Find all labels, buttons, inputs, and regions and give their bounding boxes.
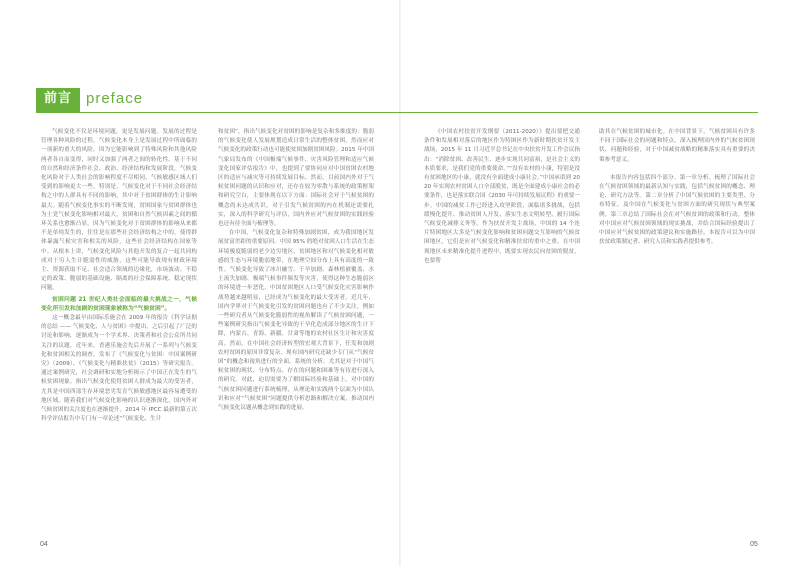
page-number-left: 04	[40, 541, 48, 548]
page-gutter	[399, 0, 401, 566]
paragraph: 这一概念最早由国际乐施会在 2009 年的报告《科学证据的总结 —— 气候变化、人与贫困》中提出。之后引起了广泛的讨论和影响，逐渐成为一个学术界、决策者和社会公众所共同关注的议题。近年来，香港乐施会先后开展了一系列与气候变化和贫困相关的调查，发布了《气候变化与贫困：中国案例研究》（2009）、《气候变化与精准扶贫》（2015）等研究报告。通过案例研究，社会调研和实地分析揭示了中国正在发生的气候贫困现象。指出气候变化使得贫困人群成为最大的受害者，尤其是中国西部生存环境恶劣发育气候敏感地区最容易遭受的地区域。随着我们对气候变化影响的认识逐渐深化，国内外对气候贫困的关注度也在逐渐提升。2014 年 IPCC 最新的第五次科学评估报告中专门有一章论述“气候变化、生计	[41, 315, 197, 423]
paragraph: 气候变化不仅是环境问题，更是发展问题。发展的过程是管理各种风险的过程，气候变化本身上是发展过程中所面临的一项新的重大的风险，因为它能影响到了特殊风险和其他风险两者各自而变得，同时又加强了两者之间的转化性。基于不同的自然和经济条件社会、政治、经济结构和发展阶段，气候变化风险对于人类社会的影响程度不尽相同。气候敏感区域人们受到的影响更大一些。特别是，气候变化对于不同社会经济结构之中的人群具有不同的影响，其中对于贫困群体的生计影响最大。随着气候变化事实的不断发现，贫困国家与贫困群体也为士党气候变化影响相对最大，贫困和自然气候因素之间的循环关系也愈渐凸显。因为气候变化对于贫困群体的影响从来都不是单纯发生的，往往是在那些社会经济结构之中的，使得群体暴露气候灾害和相关的风险，这些社会经济结构在国家等中。从根本上讲，气候变化风险与其他开发的复合一起共同构成对于穷人生计脆弱性的威胁，这些可能导致现有财政环境主、资源获取不足、社会适合领域的边缘化，市场波动、不稳定的政策、脆弱的基础设施、隔离的社会保障系统、稳定现状问题。	[41, 129, 197, 292]
english-title: preface	[86, 90, 144, 107]
text-column-4	[599, 128, 755, 324]
paragraph: 在中国，气候变化复杂和特殊加剧贫困，成为我国地区发展贫富差距的重要原因。中国 95% 的绝对贫困人口生活在生态环境极度脆弱的老少边穷地区，贫困地区和对气候变化相对敏感的生态与环境脆弱地带，在地理空间分布上具有高度的一致性。气候变化导致了冰川融雪、干旱加剧、森林植被覆盖、水土流失加剧、极端气候事件频发等灾害，使得这种生态脆弱区的环境进一步恶化。中国贫困地区人口受气候变化灾害影响作战势越来越明显，已经成为气候变化的最大受害者。近几年，国内学界对于气候变化引发的贫困问题也有了不少关注，例如一些研究者从气候变化脆弱性的视角解读了气候贫困问题，一些案例研究指出气候变化导致的干旱化造成部分地区的生计下降，内蒙古、青海、新疆、甘肃等地的农村社区生计和灾害度高。然而，在中国社会经济转型的宏观大背景下，任发和加剧农村贫困的原因非常复杂，现有国内研究还缺少专门从“气候贫困”的概念和视角进行的全面、系统的分析。尤其是对于中国气候贫困的现状、分布特点、存在的问题和困难等有待进行深入的研究。对此，迫切需要为了解国际经验和基础上，对中国的气候贫困问题进行系统梳理，从理论和实践两个层面为中国认识和应对“气候贫困”问题提供分析思路和解决方案，推动国内气候变化议题从概念到实践的进展。	[218, 230, 374, 412]
text-column-3	[424, 128, 580, 528]
paragraph: 和贫困”，指出气候变化对贫困的影响是复杂和多维度的：脆弱的气候变化使人发展规划造成日常生活的整体贫困，然而应对气候变化的政策行动也可能使贫困加剧贫困风险。2015 年中国气象局发布的《中国极端气候事件、灾害风险管理和适应气候变化国家评估报告》中，也提到了要协同应对中国贫困农村地区的适应与减灾等可持续发展目标。然而，目前国内外对于气候贫困问题的认识和应对，还存在较为零散与系统的政策框架和研究空白，主要体现在以下方面：国际社会对于气候贫困的概念尚未达成共识，对于引发气候贫困的内在机制还需要扎实，深入的科学研究与评估，国内外应对气候贫困的实践经验也还有待全面与梳理等。	[218, 129, 374, 228]
paragraph: 助其在气候贫困的城市化。在中国背景下，气候贫困具有许多不同于国际社会的问题和特点，深入梳理国内外的气候贫困现状、问题和经验，对于中国减贫战略的精准落实具有重要的决策参考意义。	[599, 129, 755, 163]
page-number-right: 05	[750, 541, 758, 548]
chinese-title: 前言	[36, 88, 80, 110]
text-column-1	[41, 128, 197, 528]
text-column-2	[218, 128, 374, 528]
highlight-paragraph: 贫困问题 21 世纪人类社会面临的最大挑战之一，气候变化所引发和加剧的贫困现象被称为“气候贫困”。	[41, 296, 197, 312]
header-rule	[36, 112, 758, 113]
paragraph: 本报告内容包括四个部分。第一章分析、梳理了国际社会在气候贫困领域的最新认知与实践，包括气候贫困的概念、理论、研究方法等。第二章分析了中国气候贫困的主要类型、分布特征，及中国在气候变化与贫困方面的研究现状与典型案例。第三章总结了国际社会在对气候贫困的政策和行动，整体对中国应对气候贫困领域的现实挑战，并结合国际经验提出了中国应对气候贫困的政策建议和实施路径。本报告可以为中国扶贫政策制定者、研究人员和实践者提供参考。	[599, 174, 755, 246]
paragraph: 《中国农村扶贫开发纲要（2011-2020）》提出要把交通条件和发展相对落后的地区作为特困区作为新时期扶贫开发主战场，2015 年 11 月习近平总书记在中央扶贫开发工作会议指出：“消除贫困、改善民生、逐步实现共同富裕，是社会主义的本质要求，是我们党的重要使命。”“没有农村的小康，特别是没有贫困地区的小康，就没有全面建成小康社会。”中国承诺到 2020 年实现农村贫困人口全部脱贫，既是全面建成小康社会的必要条件，也是落实联合国《2030 年可持续发展议程》的重要一步。中国的减贫工作已经进入攻坚阶段，面临诸多挑战，包括缓慢化提升、推动贫困人开发、落实生态文明转型、履行国际气候变化减排义务等。作为扶贫开发主战场，中国的 14 个连片特困地区大多是气候变化影响和贫困问题交互影响的气候贫困地区，它们是应对气候变化和精准扶贫的重中之重。在中国现地区未来精准化提升进程中，既要实现农民向贫困的脱贫，也要帮	[424, 129, 580, 264]
